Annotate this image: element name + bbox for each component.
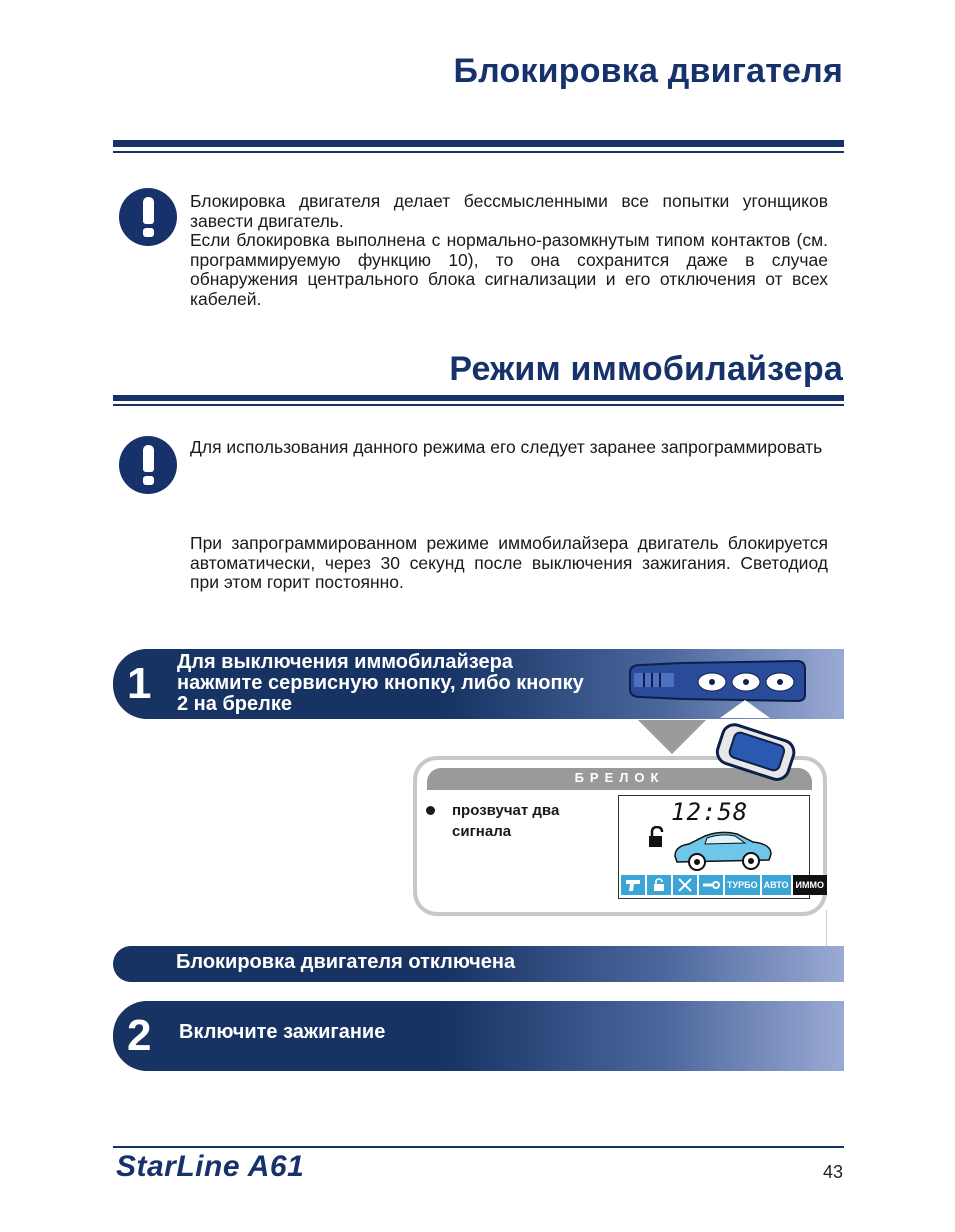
title-rule-thick	[113, 140, 844, 147]
step-2-text: Включите зажигание	[179, 1021, 386, 1043]
car-icon	[671, 826, 775, 872]
immobilizer-description: При запрограммированном режиме иммобилайзера двигатель блокируется автоматически, через 30 секунд после выключения зажигания. Светодиод при этом горит постоянно.	[190, 533, 828, 592]
section-title-immobilizer: Режим иммобилайзера	[449, 350, 843, 388]
footer-rule	[113, 1146, 844, 1148]
step-number: 2	[127, 1011, 152, 1060]
keyfob-signal-text: прозвучат два сигнала	[452, 802, 560, 840]
keyfob-remote-icon	[622, 655, 812, 715]
lcd-turbo-icon: ТУРБО	[725, 875, 760, 895]
step-2-banner	[113, 1001, 844, 1071]
lcd-auto-icon: АВТО	[762, 875, 791, 895]
brand-logo: StarLine A61	[116, 1150, 305, 1183]
step-1-text: Для выключения иммобилайзера нажмите сервисную кнопку, либо кнопку 2 на брелке	[177, 651, 584, 715]
lcd-shock-sensor-icon	[673, 875, 697, 895]
lcd-wrench-icon	[699, 875, 723, 895]
lcd-icon-row	[621, 875, 827, 897]
keyfob-panel-title: БРЕЛОК	[574, 770, 665, 785]
pointer-up-arrow-icon	[720, 700, 770, 720]
warning-icon	[119, 188, 177, 246]
lcd-immo-icon: ИММО	[793, 875, 827, 895]
lock-open-icon	[647, 826, 667, 848]
keyfob-small-icon	[712, 722, 798, 786]
lcd-lock-icon	[647, 875, 671, 895]
down-arrow-icon	[638, 720, 706, 754]
title-rule-thin	[113, 404, 844, 406]
keyfob-lcd	[618, 795, 824, 899]
step-number: 1	[127, 659, 152, 708]
page-number: 43	[822, 1162, 843, 1182]
title-rule-thick	[113, 395, 844, 401]
immobilizer-note: Для использования данного режима его следует заранее запрограммировать	[190, 437, 823, 457]
lcd-pistol-icon	[621, 875, 645, 895]
engine-block-line-1: Блокировка двигателя делает бессмысленными все попытки угонщиков завести двигатель.	[190, 191, 828, 231]
title-rule-thin	[113, 151, 844, 153]
warning-icon	[119, 436, 177, 494]
status-banner	[113, 946, 844, 982]
section-title-engine-block: Блокировка двигателя	[453, 52, 843, 90]
lcd-clock: 12:58	[671, 798, 749, 826]
bullet-icon	[426, 806, 435, 815]
engine-block-line-2: Если блокировка выполнена с нормально-разомкнутым типом контактов (см. программируемую функцию 10), то она сохранится даже в случае обнаружения центрального блока сигнализации и его отключения от всех кабелей.	[190, 230, 828, 309]
engine-block-description	[190, 192, 828, 309]
status-banner-text: Блокировка двигателя отключена	[176, 951, 516, 973]
guide-line	[826, 910, 827, 946]
